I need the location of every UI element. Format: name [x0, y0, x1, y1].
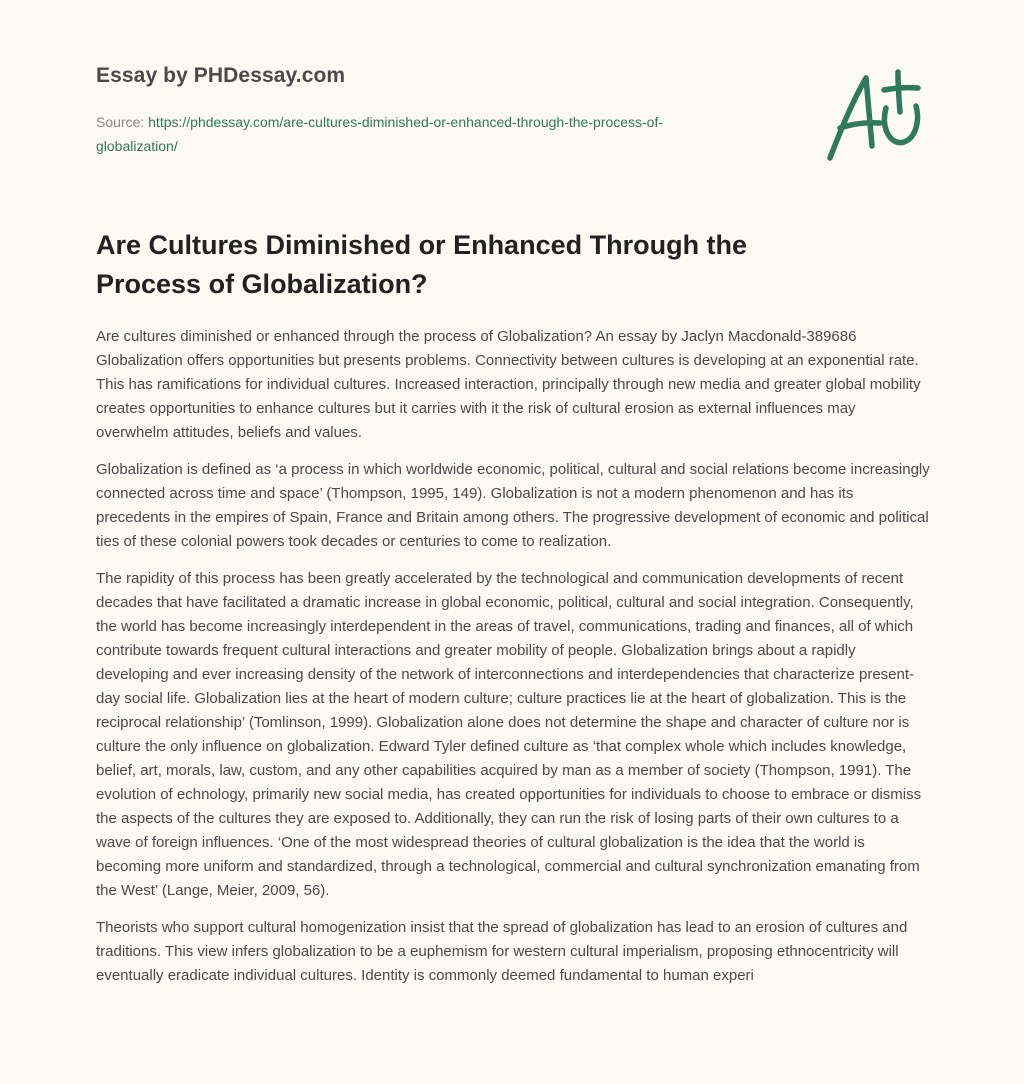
article-paragraph: The rapidity of this process has been greatly accelerated by the technological and communication developments of recent decades that have facilitated a dramatic increase in global economic, political, cultural and social integration. Consequently, the world has become increasingly interdependent in the areas of travel, communications, trading and finances, all of which contribute towards frequent cultural interactions and greater mobility of people. Globalization brings about a rapidly developing and ever increasing density of the network of interconnections and interdependencies that characterize present-day social life. Globalization lies at the heart of modern culture; culture practices lie at the heart of globalization. This is the reciprocal relationship’ (Tomlinson, 1999). Globalization alone does not determine the shape and character of culture nor is culture the only influence on globalization. Edward Tyler defined culture as ‘that complex whole which includes knowledge, belief, art, morals, law, custom, and any other capabilities acquired by man as a member of society (Thompson, 1991). The evolution of echnology, primarily new social media, has created opportunities for individuals to choose to embrace or dismiss the aspects of the cultures they are exposed to. Additionally, they can run the risk of losing parts of their own cultures to a wave of foreign influences. ‘One of the most widespread theories of cultural globalization is the idea that the world is becoming more uniform and standardized, through a technological, commercial and cultural synchronization emanating from the West’ (Lange, Meier, 2009, 56). — [96, 570, 922, 899]
article-paragraph: Globalization is defined as ‘a process in which worldwide economic, political, cultural and social relations become increasingly connected across time and space’ (Thompson, 1995, 149). Globalization is not a modern phenomenon and has its precedents in the empires of Spain, France and Britain among others. The progressive development of economic and political ties of these colonial powers took decades or centuries to come to realization. — [96, 461, 930, 550]
source-link[interactable]: https://phdessay.com/are-cultures-diminished-or-enhanced-through-the-process-of-globalization/ — [96, 114, 664, 154]
article-paragraph: Are cultures diminished or enhanced through the process of Globalization? An essay by Jaclyn Macdonald-389686 Globalization offers opportunities but presents problems. Connectivity between cultures is developing at an exponential rate. This has ramifications for individual cultures. Increased interaction, principally through new media and greater global mobility creates opportunities to enhance cultures but it carries with it the risk of cultural erosion as external influences may overwhelm attitudes, beliefs and values. — [96, 328, 921, 441]
a-plus-logo-icon — [822, 68, 926, 164]
site-brand: Essay by PHDessay.com — [96, 64, 346, 87]
source-label: Source: — [96, 114, 149, 130]
article-title: Are Cultures Diminished or Enhanced Through the Process of Globalization? — [96, 230, 748, 299]
source-line — [96, 110, 736, 158]
article-body — [96, 325, 930, 1001]
article-paragraph: Theorists who support cultural homogenization insist that the spread of globalization has lead to an erosion of cultures and traditions. This view infers globalization to be a euphemism for western cultural imperialism, proposing ethnocentricity will eventually eradicate individual cultures. Identity is commonly deemed fundamental to human experi — [96, 919, 908, 984]
